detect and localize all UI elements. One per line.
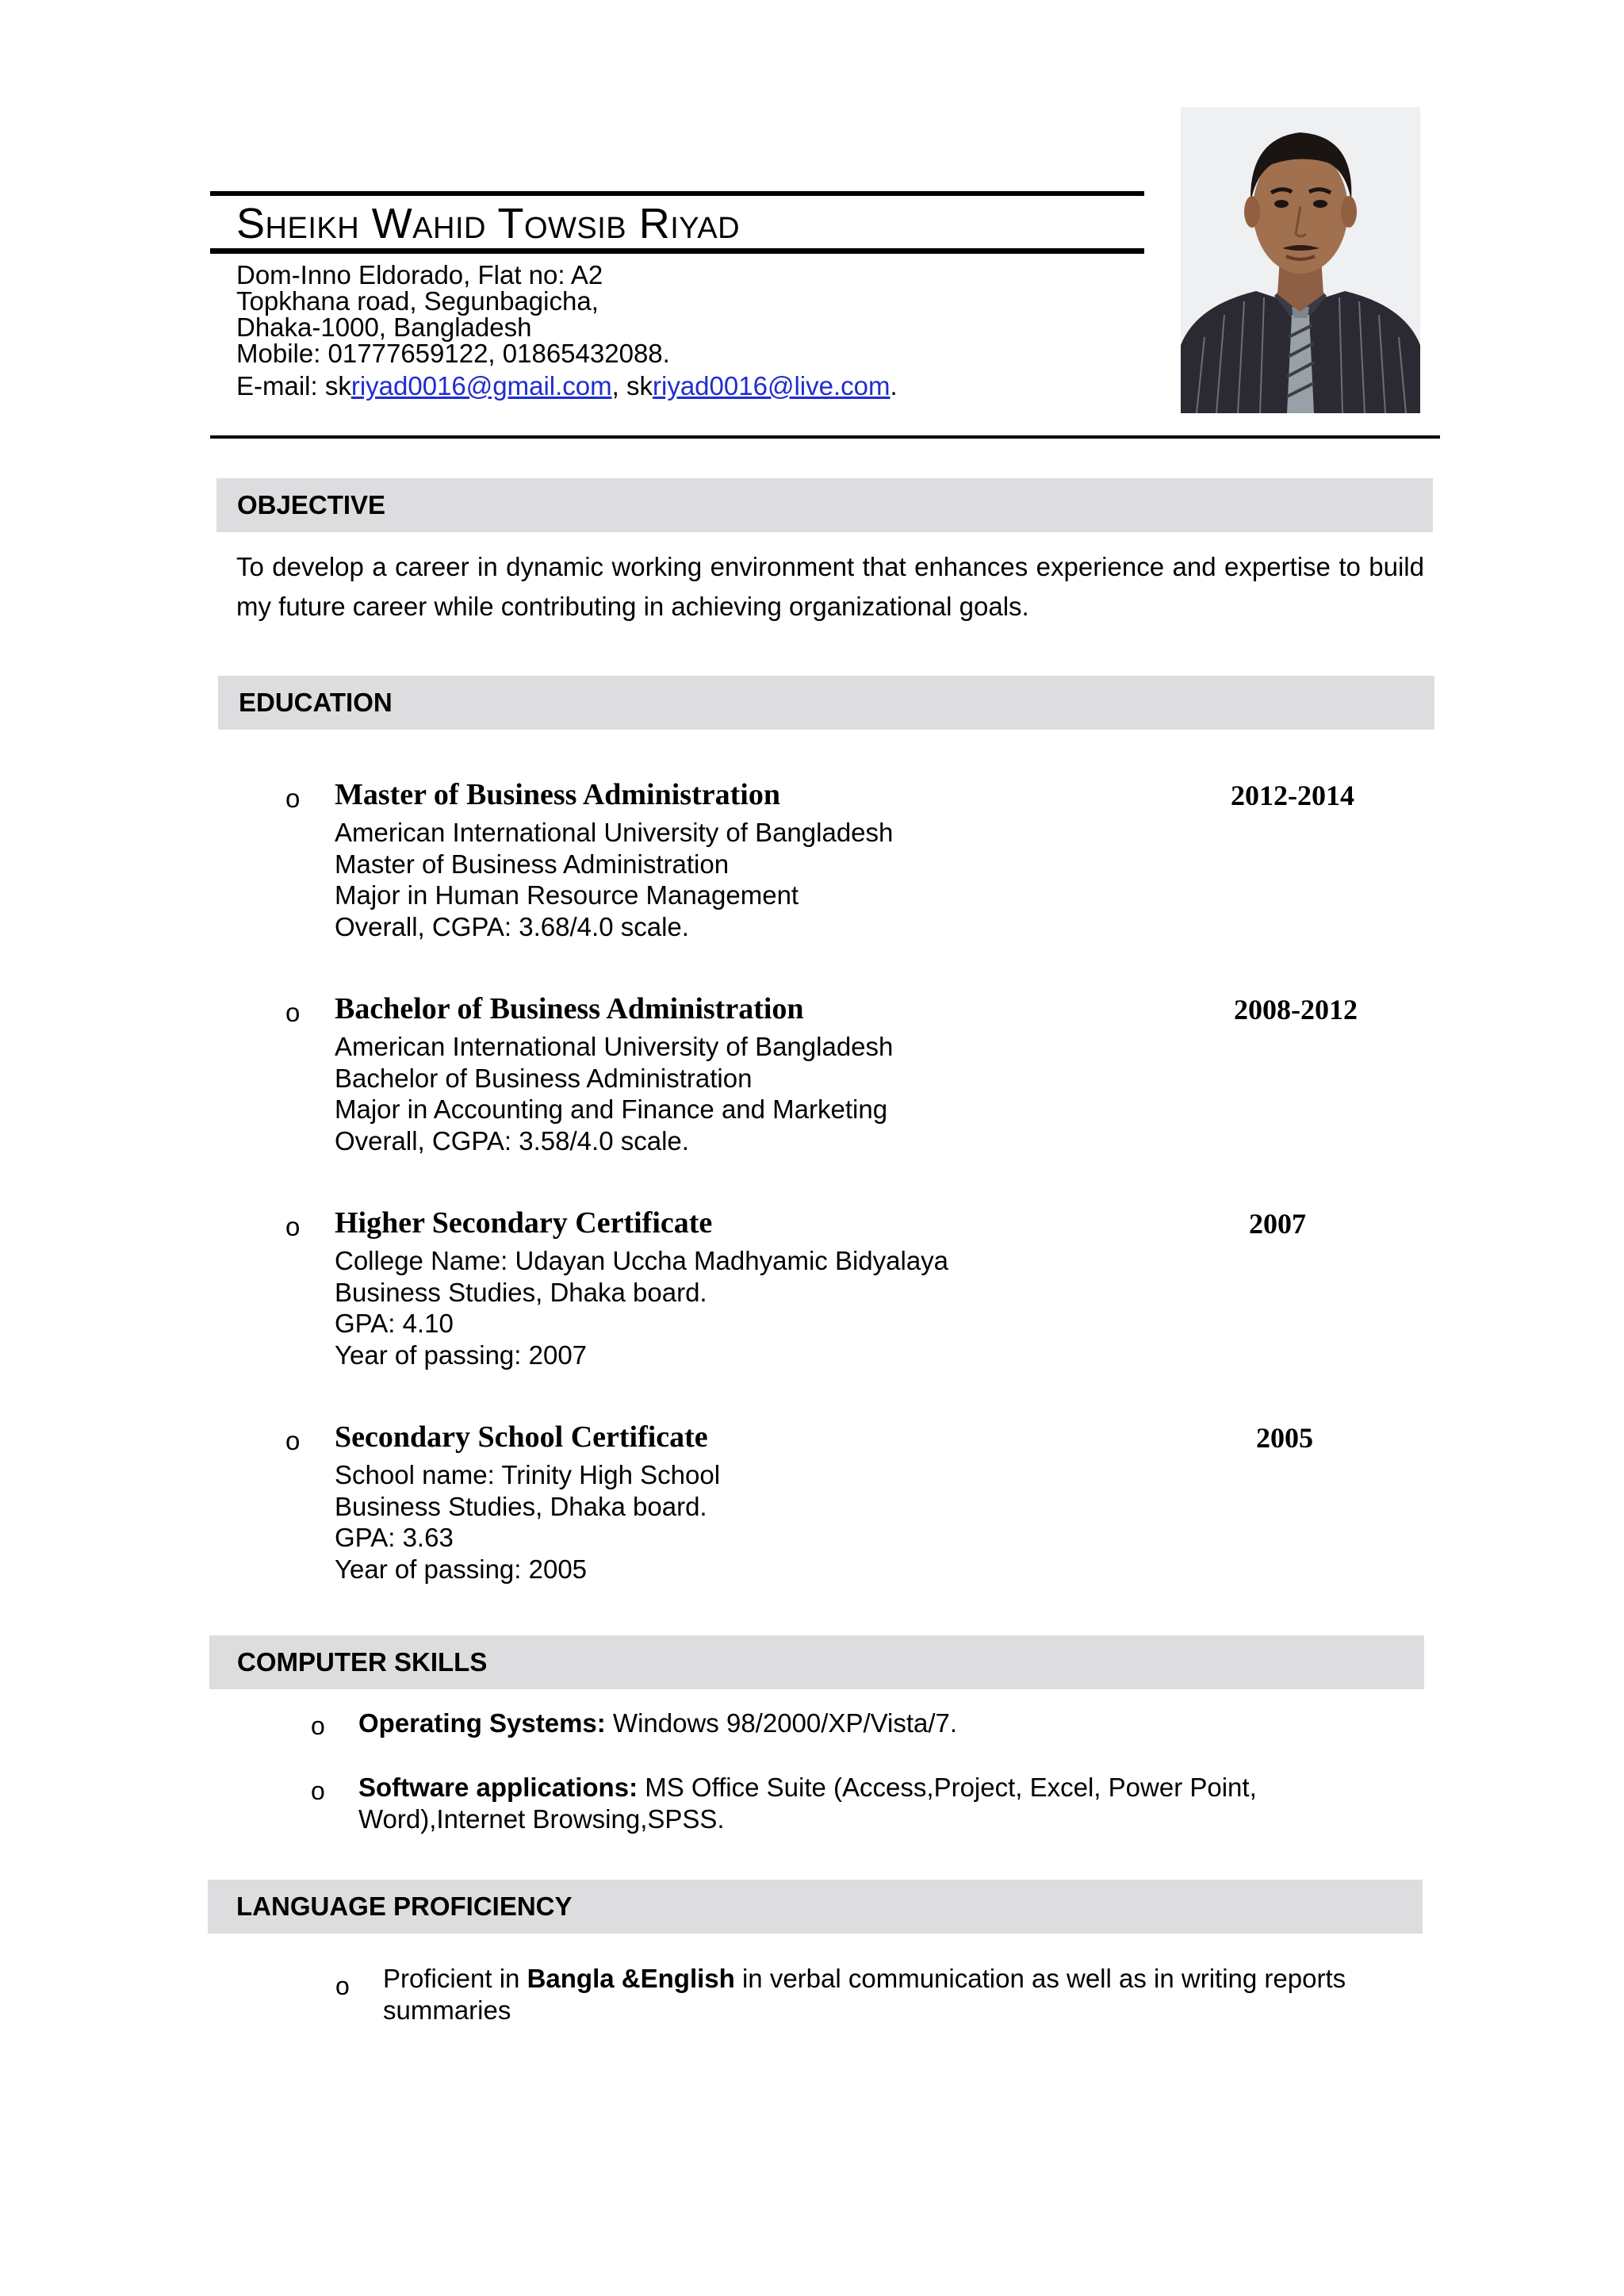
- email-link-live[interactable]: riyad0016@live.com: [653, 371, 891, 401]
- education-title: Secondary School Certificate: [335, 1420, 708, 1454]
- objective-heading: OBJECTIVE: [237, 490, 386, 519]
- profile-photo: [1181, 107, 1420, 413]
- mobile-line: Mobile: 01777659122, 01865432088.: [236, 339, 670, 368]
- address-line-2: Topkhana road, Segunbagicha,: [236, 286, 599, 316]
- header-bottom-rule: [210, 435, 1440, 439]
- candidate-name: [236, 198, 740, 254]
- contact-block: [236, 262, 898, 399]
- language-heading: LANGUAGE PROFICIENCY: [236, 1892, 573, 1921]
- name-word-1: SHEIKH: [236, 200, 360, 247]
- language-section-bar: [208, 1880, 1423, 1934]
- computer-skills-heading: COMPUTER SKILLS: [237, 1647, 488, 1677]
- objective-section-bar: [216, 478, 1433, 532]
- name-word-2: WAHID: [371, 200, 486, 247]
- bullet-icon: o: [285, 1212, 301, 1241]
- education-year: 2005: [1256, 1422, 1313, 1454]
- education-title: Higher Secondary Certificate: [335, 1206, 713, 1240]
- skill-text: Software applications: MS Office Suite (Access,Project, Excel, Power Point, Word),Internet Browsing,SPSS.: [358, 1773, 1257, 1834]
- portrait-image: [1181, 107, 1420, 413]
- bullet-icon: o: [335, 1972, 350, 2000]
- skill-text: Operating Systems: Windows 98/2000/XP/Vista/7.: [358, 1708, 958, 1738]
- bullet-icon: o: [285, 784, 301, 813]
- language-text: Proficient in Bangla &English in verbal communication as well as in writing reports summaries: [383, 1964, 1346, 2025]
- education-section-bar: [218, 676, 1434, 730]
- address-line-3: Dhaka-1000, Bangladesh: [236, 312, 532, 342]
- education-year: 2012-2014: [1231, 780, 1354, 811]
- education-heading: EDUCATION: [239, 688, 393, 717]
- education-year: 2007: [1249, 1208, 1306, 1240]
- education-details: School name: Trinity High School Business Studies, Dhaka board. GPA: 3.63 Year of passing: 2005: [335, 1460, 721, 1584]
- education-title: Master of Business Administration: [335, 778, 780, 811]
- header-mid-rule: [210, 248, 1144, 254]
- email-line: E-mail: skriyad0016@gmail.com, skriyad0016@live.com.: [236, 371, 898, 401]
- bullet-icon: o: [285, 1426, 301, 1455]
- education-details: American International University of Bangladesh Master of Business Administration Major in Human Resource Management Overall, CGPA: 3.68/4.0 scale.: [335, 818, 894, 941]
- name-word-3: TOWSIB: [497, 200, 627, 247]
- objective-text: To develop a career in dynamic working environment that enhances experience and expertise to build my future career while contributing in achieving organizational goals.: [236, 552, 1424, 621]
- bullet-icon: o: [311, 1711, 325, 1740]
- header-top-rule: [210, 191, 1144, 196]
- bullet-icon: o: [285, 998, 301, 1027]
- bullet-icon: o: [311, 1777, 325, 1805]
- education-details: American International University of Bangladesh Bachelor of Business Administration Major in Accounting and Finance and Marketing Overall, CGPA: 3.58/4.0 scale.: [335, 1032, 894, 1156]
- education-title: Bachelor of Business Administration: [335, 992, 804, 1025]
- computer-skills-section-bar: [209, 1635, 1424, 1689]
- address-line-1: Dom-Inno Eldorado, Flat no: A2: [236, 260, 603, 289]
- education-year: 2008-2012: [1234, 994, 1358, 1025]
- email-link-gmail[interactable]: riyad0016@gmail.com: [350, 371, 612, 401]
- name-word-4: RIYAD: [638, 200, 741, 247]
- education-details: College Name: Udayan Uccha Madhyamic Bidyalaya Business Studies, Dhaka board. GPA: 4.10 Year of passing: 2007: [335, 1246, 949, 1370]
